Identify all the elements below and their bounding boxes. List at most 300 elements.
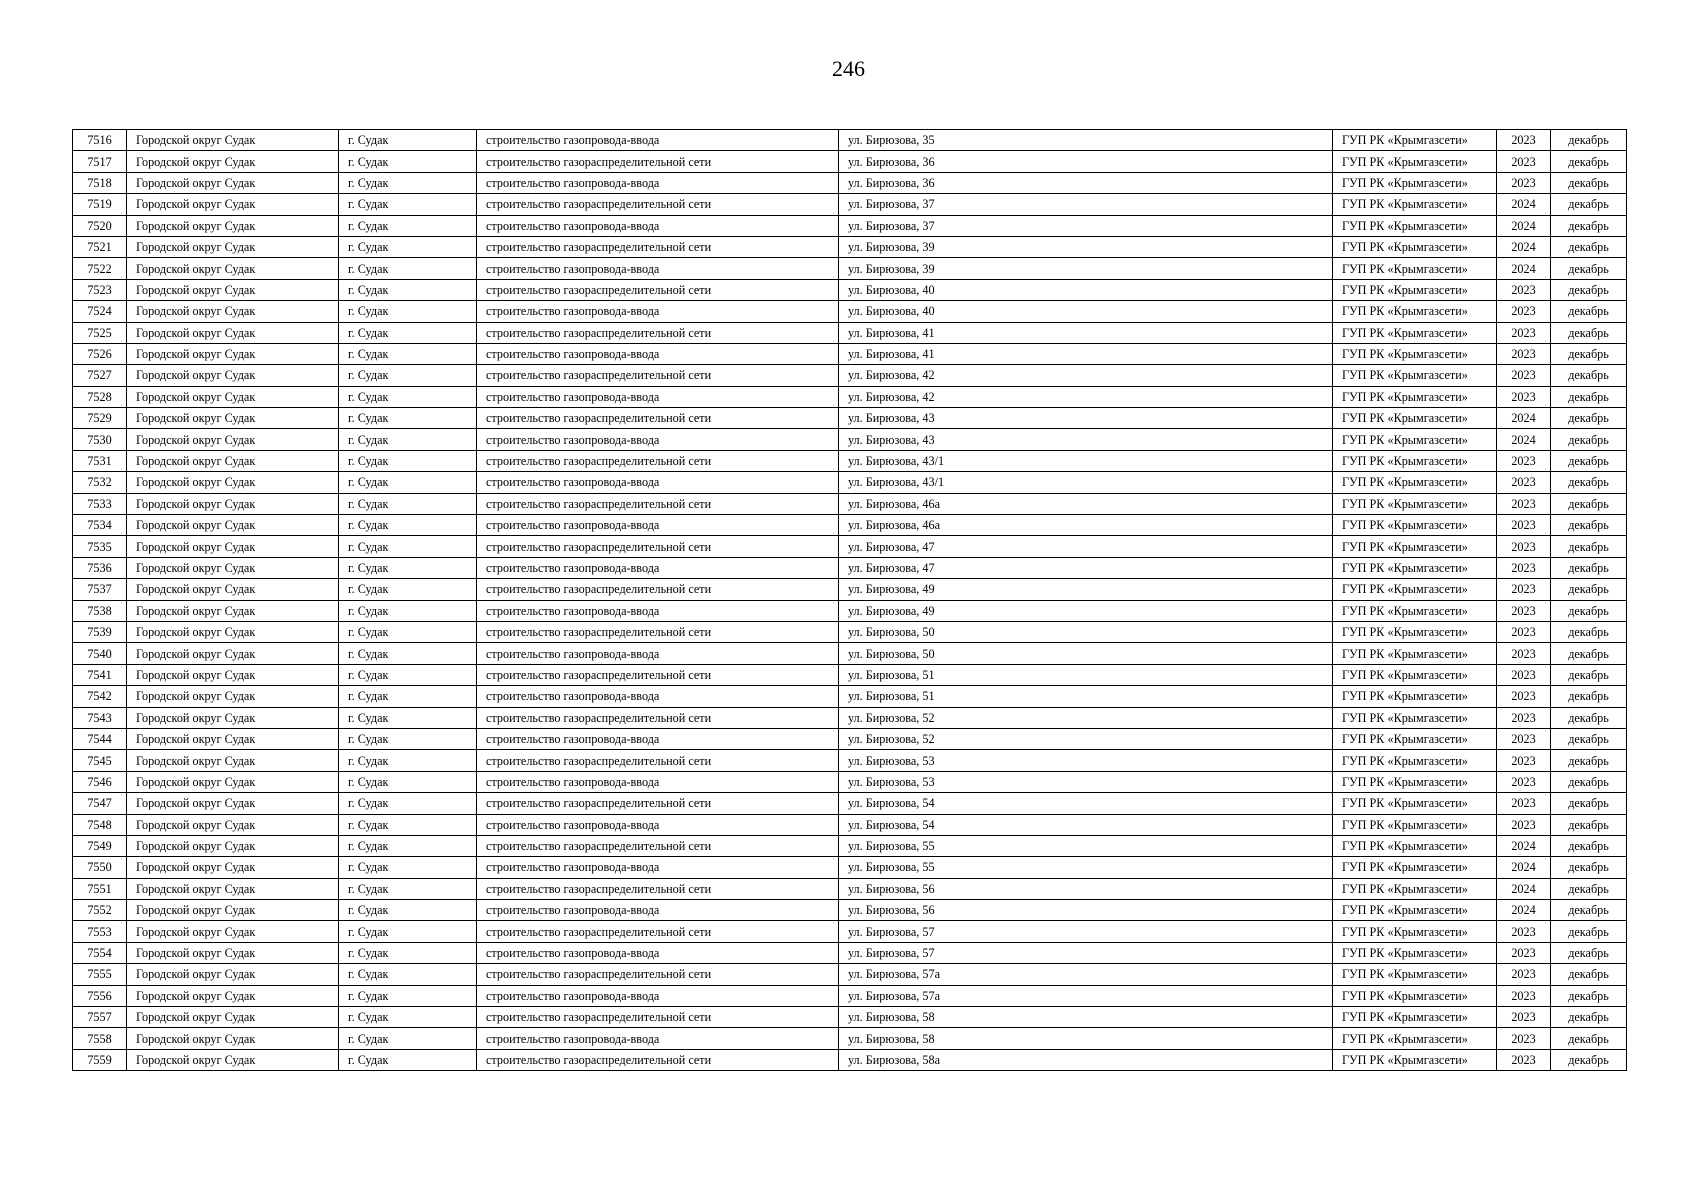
table-row xyxy=(73,1007,1627,1028)
table-row xyxy=(73,450,1627,471)
month-cell: декабрь xyxy=(1551,750,1627,771)
operator-cell: ГУП РК «Крымгазсети» xyxy=(1333,301,1497,322)
locality-cell: г. Судак xyxy=(339,515,477,536)
year-cell: 2023 xyxy=(1497,942,1551,963)
operator-cell: ГУП РК «Крымгазсети» xyxy=(1333,515,1497,536)
address-cell: ул. Бирюзова, 54 xyxy=(839,814,1333,835)
month-cell: декабрь xyxy=(1551,728,1627,749)
table-row xyxy=(73,750,1627,771)
district-cell: Городской округ Судак xyxy=(127,536,339,557)
year-cell: 2023 xyxy=(1497,130,1551,151)
locality-cell: г. Судак xyxy=(339,429,477,450)
year-cell: 2023 xyxy=(1497,279,1551,300)
locality-cell: г. Судак xyxy=(339,301,477,322)
work-type-cell: строительство газораспределительной сети xyxy=(477,707,839,728)
address-cell: ул. Бирюзова, 43/1 xyxy=(839,450,1333,471)
address-cell: ул. Бирюзова, 58а xyxy=(839,1049,1333,1070)
month-cell: декабрь xyxy=(1551,985,1627,1006)
address-cell: ул. Бирюзова, 40 xyxy=(839,279,1333,300)
operator-cell: ГУП РК «Крымгазсети» xyxy=(1333,557,1497,578)
table-row xyxy=(73,643,1627,664)
address-cell: ул. Бирюзова, 57а xyxy=(839,964,1333,985)
district-cell: Городской округ Судак xyxy=(127,964,339,985)
locality-cell: г. Судак xyxy=(339,557,477,578)
row-number-cell: 7521 xyxy=(73,236,127,257)
row-number-cell: 7534 xyxy=(73,515,127,536)
year-cell: 2023 xyxy=(1497,322,1551,343)
work-type-cell: строительство газораспределительной сети xyxy=(477,921,839,942)
address-cell: ул. Бирюзова, 58 xyxy=(839,1007,1333,1028)
month-cell: декабрь xyxy=(1551,365,1627,386)
locality-cell: г. Судак xyxy=(339,621,477,642)
work-type-cell: строительство газопровода-ввода xyxy=(477,130,839,151)
address-cell: ул. Бирюзова, 49 xyxy=(839,600,1333,621)
operator-cell: ГУП РК «Крымгазсети» xyxy=(1333,236,1497,257)
month-cell: декабрь xyxy=(1551,771,1627,792)
row-number-cell: 7541 xyxy=(73,664,127,685)
work-type-cell: строительство газопровода-ввода xyxy=(477,600,839,621)
operator-cell: ГУП РК «Крымгазсети» xyxy=(1333,814,1497,835)
gasification-registry-table xyxy=(72,129,1627,1071)
row-number-cell: 7546 xyxy=(73,771,127,792)
year-cell: 2023 xyxy=(1497,600,1551,621)
year-cell: 2023 xyxy=(1497,728,1551,749)
address-cell: ул. Бирюзова, 58 xyxy=(839,1028,1333,1049)
district-cell: Городской округ Судак xyxy=(127,835,339,856)
work-type-cell: строительство газораспределительной сети xyxy=(477,1049,839,1070)
table-row xyxy=(73,279,1627,300)
row-number-cell: 7550 xyxy=(73,857,127,878)
year-cell: 2023 xyxy=(1497,664,1551,685)
locality-cell: г. Судак xyxy=(339,172,477,193)
work-type-cell: строительство газопровода-ввода xyxy=(477,258,839,279)
address-cell: ул. Бирюзова, 39 xyxy=(839,236,1333,257)
district-cell: Городской округ Судак xyxy=(127,450,339,471)
district-cell: Городской округ Судак xyxy=(127,985,339,1006)
operator-cell: ГУП РК «Крымгазсети» xyxy=(1333,151,1497,172)
year-cell: 2023 xyxy=(1497,921,1551,942)
year-cell: 2023 xyxy=(1497,1007,1551,1028)
locality-cell: г. Судак xyxy=(339,878,477,899)
district-cell: Городской округ Судак xyxy=(127,322,339,343)
work-type-cell: строительство газопровода-ввода xyxy=(477,900,839,921)
year-cell: 2023 xyxy=(1497,365,1551,386)
row-number-cell: 7528 xyxy=(73,386,127,407)
month-cell: декабрь xyxy=(1551,707,1627,728)
locality-cell: г. Судак xyxy=(339,386,477,407)
address-cell: ул. Бирюзова, 57 xyxy=(839,921,1333,942)
district-cell: Городской округ Судак xyxy=(127,365,339,386)
address-cell: ул. Бирюзова, 49 xyxy=(839,579,1333,600)
locality-cell: г. Судак xyxy=(339,835,477,856)
district-cell: Городской округ Судак xyxy=(127,579,339,600)
operator-cell: ГУП РК «Крымгазсети» xyxy=(1333,386,1497,407)
operator-cell: ГУП РК «Крымгазсети» xyxy=(1333,408,1497,429)
table-row xyxy=(73,408,1627,429)
district-cell: Городской округ Судак xyxy=(127,130,339,151)
month-cell: декабрь xyxy=(1551,194,1627,215)
year-cell: 2023 xyxy=(1497,301,1551,322)
row-number-cell: 7557 xyxy=(73,1007,127,1028)
work-type-cell: строительство газопровода-ввода xyxy=(477,472,839,493)
row-number-cell: 7539 xyxy=(73,621,127,642)
locality-cell: г. Судак xyxy=(339,236,477,257)
table-row xyxy=(73,985,1627,1006)
row-number-cell: 7558 xyxy=(73,1028,127,1049)
work-type-cell: строительство газораспределительной сети xyxy=(477,151,839,172)
operator-cell: ГУП РК «Крымгазсети» xyxy=(1333,194,1497,215)
table-row xyxy=(73,664,1627,685)
address-cell: ул. Бирюзова, 47 xyxy=(839,536,1333,557)
operator-cell: ГУП РК «Крымгазсети» xyxy=(1333,1007,1497,1028)
month-cell: декабрь xyxy=(1551,1007,1627,1028)
table-row xyxy=(73,194,1627,215)
month-cell: декабрь xyxy=(1551,258,1627,279)
month-cell: декабрь xyxy=(1551,130,1627,151)
month-cell: декабрь xyxy=(1551,921,1627,942)
row-number-cell: 7519 xyxy=(73,194,127,215)
year-cell: 2023 xyxy=(1497,985,1551,1006)
year-cell: 2024 xyxy=(1497,215,1551,236)
locality-cell: г. Судак xyxy=(339,964,477,985)
locality-cell: г. Судак xyxy=(339,536,477,557)
row-number-cell: 7532 xyxy=(73,472,127,493)
work-type-cell: строительство газораспределительной сети xyxy=(477,322,839,343)
table-row xyxy=(73,386,1627,407)
work-type-cell: строительство газопровода-ввода xyxy=(477,1028,839,1049)
work-type-cell: строительство газораспределительной сети xyxy=(477,621,839,642)
work-type-cell: строительство газораспределительной сети xyxy=(477,964,839,985)
address-cell: ул. Бирюзова, 42 xyxy=(839,365,1333,386)
address-cell: ул. Бирюзова, 39 xyxy=(839,258,1333,279)
district-cell: Городской округ Судак xyxy=(127,793,339,814)
table-row xyxy=(73,1028,1627,1049)
district-cell: Городской округ Судак xyxy=(127,686,339,707)
work-type-cell: строительство газопровода-ввода xyxy=(477,386,839,407)
address-cell: ул. Бирюзова, 51 xyxy=(839,664,1333,685)
work-type-cell: строительство газораспределительной сети xyxy=(477,493,839,514)
table-row xyxy=(73,536,1627,557)
row-number-cell: 7544 xyxy=(73,728,127,749)
district-cell: Городской округ Судак xyxy=(127,408,339,429)
operator-cell: ГУП РК «Крымгазсети» xyxy=(1333,921,1497,942)
work-type-cell: строительство газопровода-ввода xyxy=(477,985,839,1006)
row-number-cell: 7516 xyxy=(73,130,127,151)
operator-cell: ГУП РК «Крымгазсети» xyxy=(1333,728,1497,749)
work-type-cell: строительство газораспределительной сети xyxy=(477,194,839,215)
year-cell: 2023 xyxy=(1497,686,1551,707)
month-cell: декабрь xyxy=(1551,408,1627,429)
year-cell: 2023 xyxy=(1497,750,1551,771)
row-number-cell: 7547 xyxy=(73,793,127,814)
year-cell: 2024 xyxy=(1497,857,1551,878)
operator-cell: ГУП РК «Крымгазсети» xyxy=(1333,942,1497,963)
locality-cell: г. Судак xyxy=(339,793,477,814)
district-cell: Городской округ Судак xyxy=(127,771,339,792)
year-cell: 2023 xyxy=(1497,707,1551,728)
locality-cell: г. Судак xyxy=(339,900,477,921)
row-number-cell: 7548 xyxy=(73,814,127,835)
month-cell: декабрь xyxy=(1551,322,1627,343)
operator-cell: ГУП РК «Крымгазсети» xyxy=(1333,600,1497,621)
work-type-cell: строительство газораспределительной сети xyxy=(477,878,839,899)
work-type-cell: строительство газопровода-ввода xyxy=(477,771,839,792)
table-row xyxy=(73,793,1627,814)
month-cell: декабрь xyxy=(1551,236,1627,257)
district-cell: Городской округ Судак xyxy=(127,557,339,578)
locality-cell: г. Судак xyxy=(339,322,477,343)
table-row xyxy=(73,151,1627,172)
month-cell: декабрь xyxy=(1551,878,1627,899)
table-row xyxy=(73,942,1627,963)
row-number-cell: 7537 xyxy=(73,579,127,600)
row-number-cell: 7530 xyxy=(73,429,127,450)
row-number-cell: 7559 xyxy=(73,1049,127,1070)
work-type-cell: строительство газораспределительной сети xyxy=(477,579,839,600)
month-cell: декабрь xyxy=(1551,835,1627,856)
operator-cell: ГУП РК «Крымгазсети» xyxy=(1333,985,1497,1006)
district-cell: Городской округ Судак xyxy=(127,493,339,514)
locality-cell: г. Судак xyxy=(339,686,477,707)
month-cell: декабрь xyxy=(1551,857,1627,878)
locality-cell: г. Судак xyxy=(339,600,477,621)
table-row xyxy=(73,621,1627,642)
month-cell: декабрь xyxy=(1551,279,1627,300)
row-number-cell: 7531 xyxy=(73,450,127,471)
month-cell: декабрь xyxy=(1551,579,1627,600)
address-cell: ул. Бирюзова, 57а xyxy=(839,985,1333,1006)
table-row xyxy=(73,493,1627,514)
row-number-cell: 7540 xyxy=(73,643,127,664)
district-cell: Городской округ Судак xyxy=(127,515,339,536)
district-cell: Городской округ Судак xyxy=(127,429,339,450)
district-cell: Городской округ Судак xyxy=(127,279,339,300)
locality-cell: г. Судак xyxy=(339,258,477,279)
locality-cell: г. Судак xyxy=(339,707,477,728)
work-type-cell: строительство газопровода-ввода xyxy=(477,728,839,749)
year-cell: 2023 xyxy=(1497,621,1551,642)
district-cell: Городской округ Судак xyxy=(127,343,339,364)
year-cell: 2023 xyxy=(1497,579,1551,600)
address-cell: ул. Бирюзова, 55 xyxy=(839,835,1333,856)
district-cell: Городской округ Судак xyxy=(127,857,339,878)
address-cell: ул. Бирюзова, 40 xyxy=(839,301,1333,322)
work-type-cell: строительство газопровода-ввода xyxy=(477,515,839,536)
address-cell: ул. Бирюзова, 47 xyxy=(839,557,1333,578)
district-cell: Городской округ Судак xyxy=(127,621,339,642)
operator-cell: ГУП РК «Крымгазсети» xyxy=(1333,835,1497,856)
address-cell: ул. Бирюзова, 46а xyxy=(839,493,1333,514)
work-type-cell: строительство газораспределительной сети xyxy=(477,536,839,557)
year-cell: 2023 xyxy=(1497,643,1551,664)
year-cell: 2023 xyxy=(1497,964,1551,985)
table-row xyxy=(73,835,1627,856)
month-cell: декабрь xyxy=(1551,793,1627,814)
table-row xyxy=(73,343,1627,364)
work-type-cell: строительство газопровода-ввода xyxy=(477,942,839,963)
district-cell: Городской округ Судак xyxy=(127,750,339,771)
district-cell: Городской округ Судак xyxy=(127,707,339,728)
year-cell: 2023 xyxy=(1497,1049,1551,1070)
operator-cell: ГУП РК «Крымгазсети» xyxy=(1333,686,1497,707)
table-row xyxy=(73,1049,1627,1070)
table-row xyxy=(73,215,1627,236)
year-cell: 2023 xyxy=(1497,1028,1551,1049)
month-cell: декабрь xyxy=(1551,301,1627,322)
locality-cell: г. Судак xyxy=(339,343,477,364)
work-type-cell: строительство газораспределительной сети xyxy=(477,408,839,429)
month-cell: декабрь xyxy=(1551,515,1627,536)
locality-cell: г. Судак xyxy=(339,750,477,771)
row-number-cell: 7545 xyxy=(73,750,127,771)
row-number-cell: 7529 xyxy=(73,408,127,429)
work-type-cell: строительство газораспределительной сети xyxy=(477,664,839,685)
work-type-cell: строительство газопровода-ввода xyxy=(477,172,839,193)
year-cell: 2024 xyxy=(1497,194,1551,215)
month-cell: декабрь xyxy=(1551,664,1627,685)
table-row xyxy=(73,857,1627,878)
locality-cell: г. Судак xyxy=(339,921,477,942)
row-number-cell: 7526 xyxy=(73,343,127,364)
row-number-cell: 7536 xyxy=(73,557,127,578)
operator-cell: ГУП РК «Крымгазсети» xyxy=(1333,279,1497,300)
operator-cell: ГУП РК «Крымгазсети» xyxy=(1333,429,1497,450)
district-cell: Городской округ Судак xyxy=(127,942,339,963)
locality-cell: г. Судак xyxy=(339,1028,477,1049)
district-cell: Городской округ Судак xyxy=(127,386,339,407)
table-row xyxy=(73,130,1627,151)
year-cell: 2023 xyxy=(1497,536,1551,557)
table-row xyxy=(73,878,1627,899)
district-cell: Городской округ Судак xyxy=(127,194,339,215)
locality-cell: г. Судак xyxy=(339,365,477,386)
table-row xyxy=(73,600,1627,621)
row-number-cell: 7523 xyxy=(73,279,127,300)
locality-cell: г. Судак xyxy=(339,857,477,878)
year-cell: 2023 xyxy=(1497,386,1551,407)
operator-cell: ГУП РК «Крымгазсети» xyxy=(1333,793,1497,814)
table-row xyxy=(73,814,1627,835)
operator-cell: ГУП РК «Крымгазсети» xyxy=(1333,215,1497,236)
operator-cell: ГУП РК «Крымгазсети» xyxy=(1333,130,1497,151)
district-cell: Городской округ Судак xyxy=(127,236,339,257)
address-cell: ул. Бирюзова, 41 xyxy=(839,343,1333,364)
year-cell: 2023 xyxy=(1497,493,1551,514)
operator-cell: ГУП РК «Крымгазсети» xyxy=(1333,450,1497,471)
table-row xyxy=(73,557,1627,578)
month-cell: декабрь xyxy=(1551,814,1627,835)
table-row xyxy=(73,472,1627,493)
address-cell: ул. Бирюзова, 36 xyxy=(839,172,1333,193)
row-number-cell: 7553 xyxy=(73,921,127,942)
year-cell: 2023 xyxy=(1497,771,1551,792)
year-cell: 2023 xyxy=(1497,151,1551,172)
month-cell: декабрь xyxy=(1551,1028,1627,1049)
locality-cell: г. Судак xyxy=(339,1049,477,1070)
row-number-cell: 7551 xyxy=(73,878,127,899)
locality-cell: г. Судак xyxy=(339,942,477,963)
table-row xyxy=(73,172,1627,193)
address-cell: ул. Бирюзова, 43 xyxy=(839,408,1333,429)
district-cell: Городской округ Судак xyxy=(127,814,339,835)
address-cell: ул. Бирюзова, 41 xyxy=(839,322,1333,343)
operator-cell: ГУП РК «Крымгазсети» xyxy=(1333,1049,1497,1070)
month-cell: декабрь xyxy=(1551,964,1627,985)
address-cell: ул. Бирюзова, 42 xyxy=(839,386,1333,407)
operator-cell: ГУП РК «Крымгазсети» xyxy=(1333,258,1497,279)
month-cell: декабрь xyxy=(1551,1049,1627,1070)
district-cell: Городской округ Судак xyxy=(127,172,339,193)
table-row xyxy=(73,964,1627,985)
district-cell: Городской округ Судак xyxy=(127,728,339,749)
address-cell: ул. Бирюзова, 36 xyxy=(839,151,1333,172)
locality-cell: г. Судак xyxy=(339,450,477,471)
operator-cell: ГУП РК «Крымгазсети» xyxy=(1333,365,1497,386)
operator-cell: ГУП РК «Крымгазсети» xyxy=(1333,964,1497,985)
month-cell: декабрь xyxy=(1551,472,1627,493)
operator-cell: ГУП РК «Крымгазсети» xyxy=(1333,536,1497,557)
year-cell: 2023 xyxy=(1497,450,1551,471)
locality-cell: г. Судак xyxy=(339,643,477,664)
work-type-cell: строительство газопровода-ввода xyxy=(477,643,839,664)
operator-cell: ГУП РК «Крымгазсети» xyxy=(1333,172,1497,193)
row-number-cell: 7525 xyxy=(73,322,127,343)
address-cell: ул. Бирюзова, 50 xyxy=(839,643,1333,664)
year-cell: 2024 xyxy=(1497,429,1551,450)
month-cell: декабрь xyxy=(1551,343,1627,364)
row-number-cell: 7533 xyxy=(73,493,127,514)
address-cell: ул. Бирюзова, 46а xyxy=(839,515,1333,536)
address-cell: ул. Бирюзова, 37 xyxy=(839,194,1333,215)
locality-cell: г. Судак xyxy=(339,664,477,685)
row-number-cell: 7543 xyxy=(73,707,127,728)
month-cell: декабрь xyxy=(1551,942,1627,963)
locality-cell: г. Судак xyxy=(339,1007,477,1028)
table-row xyxy=(73,258,1627,279)
month-cell: декабрь xyxy=(1551,686,1627,707)
month-cell: декабрь xyxy=(1551,900,1627,921)
locality-cell: г. Судак xyxy=(339,151,477,172)
work-type-cell: строительство газопровода-ввода xyxy=(477,301,839,322)
operator-cell: ГУП РК «Крымгазсети» xyxy=(1333,322,1497,343)
year-cell: 2024 xyxy=(1497,900,1551,921)
month-cell: декабрь xyxy=(1551,386,1627,407)
year-cell: 2023 xyxy=(1497,343,1551,364)
row-number-cell: 7524 xyxy=(73,301,127,322)
locality-cell: г. Судак xyxy=(339,194,477,215)
month-cell: декабрь xyxy=(1551,643,1627,664)
table-row xyxy=(73,921,1627,942)
month-cell: декабрь xyxy=(1551,600,1627,621)
work-type-cell: строительство газораспределительной сети xyxy=(477,1007,839,1028)
row-number-cell: 7517 xyxy=(73,151,127,172)
operator-cell: ГУП РК «Крымгазсети» xyxy=(1333,643,1497,664)
operator-cell: ГУП РК «Крымгазсети» xyxy=(1333,900,1497,921)
table-row xyxy=(73,515,1627,536)
work-type-cell: строительство газораспределительной сети xyxy=(477,835,839,856)
work-type-cell: строительство газопровода-ввода xyxy=(477,814,839,835)
year-cell: 2023 xyxy=(1497,557,1551,578)
operator-cell: ГУП РК «Крымгазсети» xyxy=(1333,878,1497,899)
district-cell: Городской округ Судак xyxy=(127,600,339,621)
table-row xyxy=(73,301,1627,322)
locality-cell: г. Судак xyxy=(339,814,477,835)
row-number-cell: 7555 xyxy=(73,964,127,985)
table-row xyxy=(73,322,1627,343)
district-cell: Городской округ Судак xyxy=(127,215,339,236)
district-cell: Городской округ Судак xyxy=(127,301,339,322)
address-cell: ул. Бирюзова, 43 xyxy=(839,429,1333,450)
